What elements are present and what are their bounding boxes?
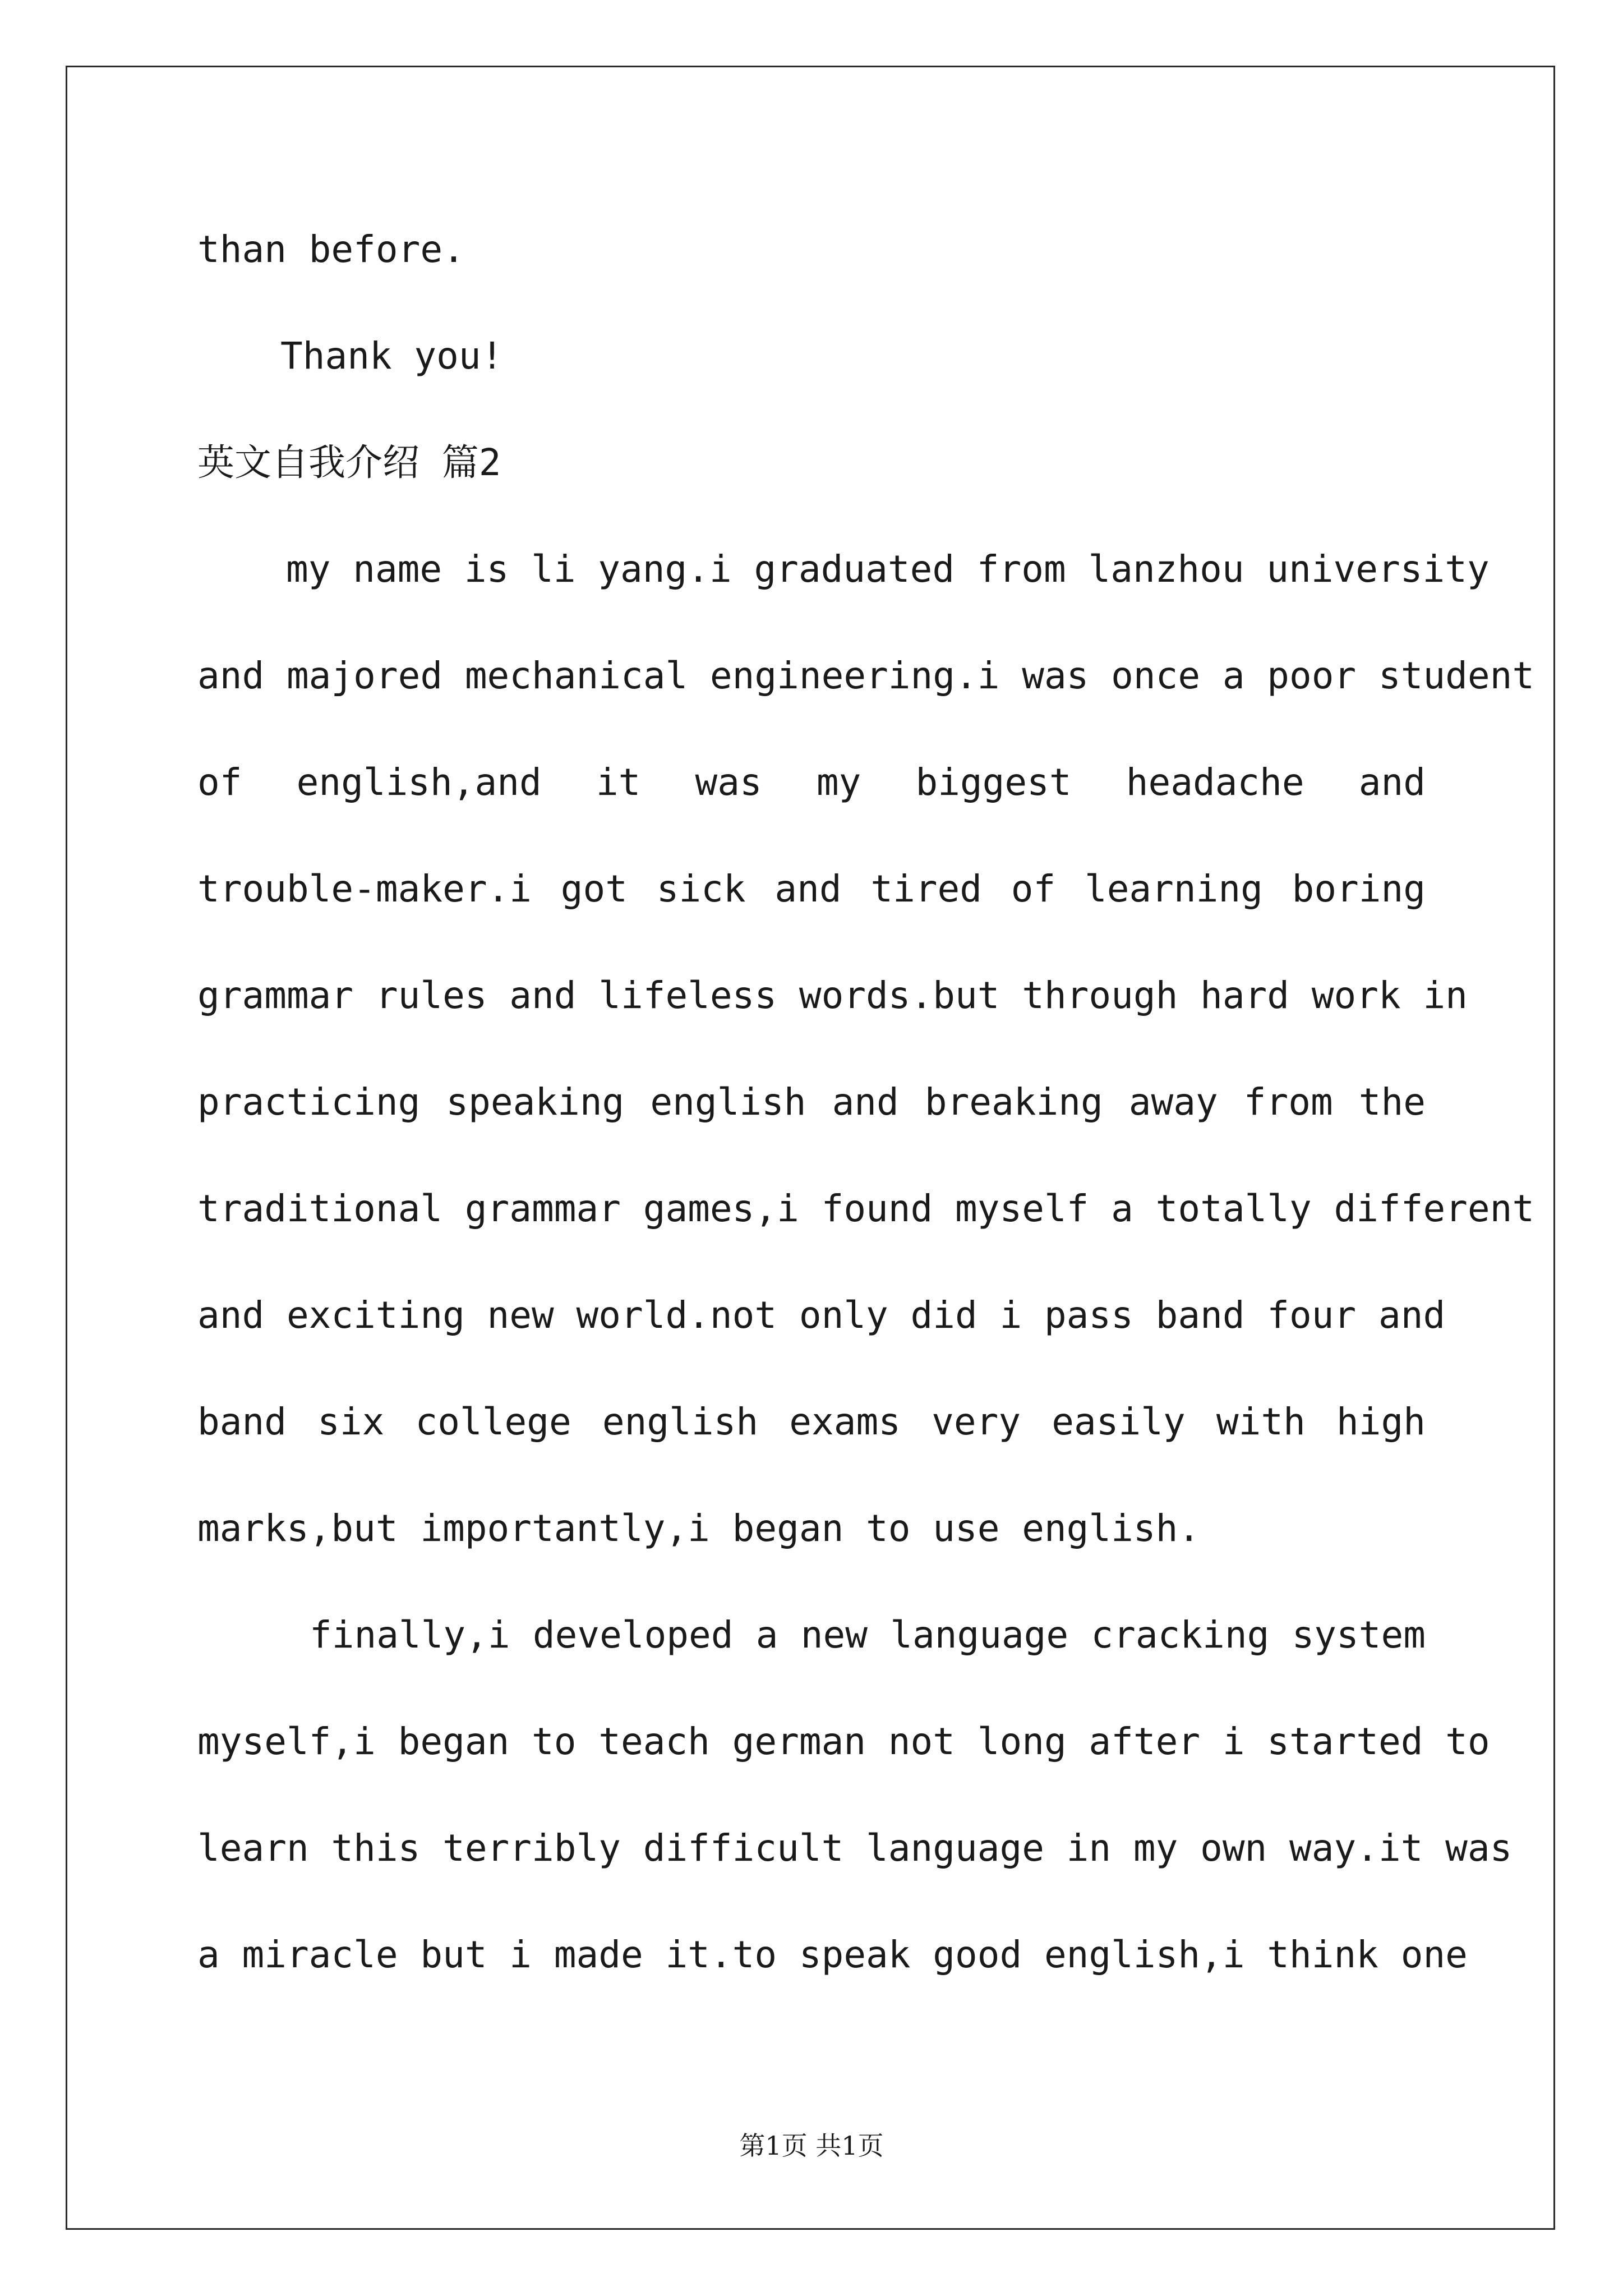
text-line: learn this terribly difficult language in my own way.it was bbox=[197, 1826, 1513, 1870]
section-heading: 英文自我介绍 篇2 bbox=[197, 441, 501, 484]
page-border bbox=[66, 66, 1555, 2230]
text-line: and majored mechanical engineering.i was once a poor student bbox=[197, 654, 1535, 697]
text-line: Thank you! bbox=[280, 334, 504, 378]
text-line: my name is li yang.i graduated from lanzhou university bbox=[286, 547, 1490, 591]
text-line: of english,and it was my biggest headache and bbox=[197, 761, 1426, 804]
page-number: 第1页 共1页 bbox=[739, 2131, 884, 2161]
text-line: practicing speaking english and breaking away from the bbox=[197, 1080, 1426, 1124]
text-line: band six college english exams very easily with high bbox=[197, 1400, 1426, 1443]
text-line: and exciting new world.not only did i pass band four and bbox=[197, 1294, 1446, 1337]
text-line: finally,i developed a new language cracking system bbox=[310, 1613, 1426, 1657]
text-line: myself,i began to teach german not long after i started to bbox=[197, 1720, 1490, 1763]
text-line: marks,but importantly,i began to use english. bbox=[197, 1507, 1201, 1550]
text-line: grammar rules and lifeless words.but through hard work in bbox=[197, 974, 1468, 1017]
text-line: trouble-maker.i got sick and tired of learning boring bbox=[197, 867, 1426, 910]
text-line: traditional grammar games,i found myself a totally different bbox=[197, 1187, 1535, 1230]
text-line: a miracle but i made it.to speak good english,i think one bbox=[197, 1933, 1468, 1976]
text-line: than before. bbox=[197, 228, 465, 271]
